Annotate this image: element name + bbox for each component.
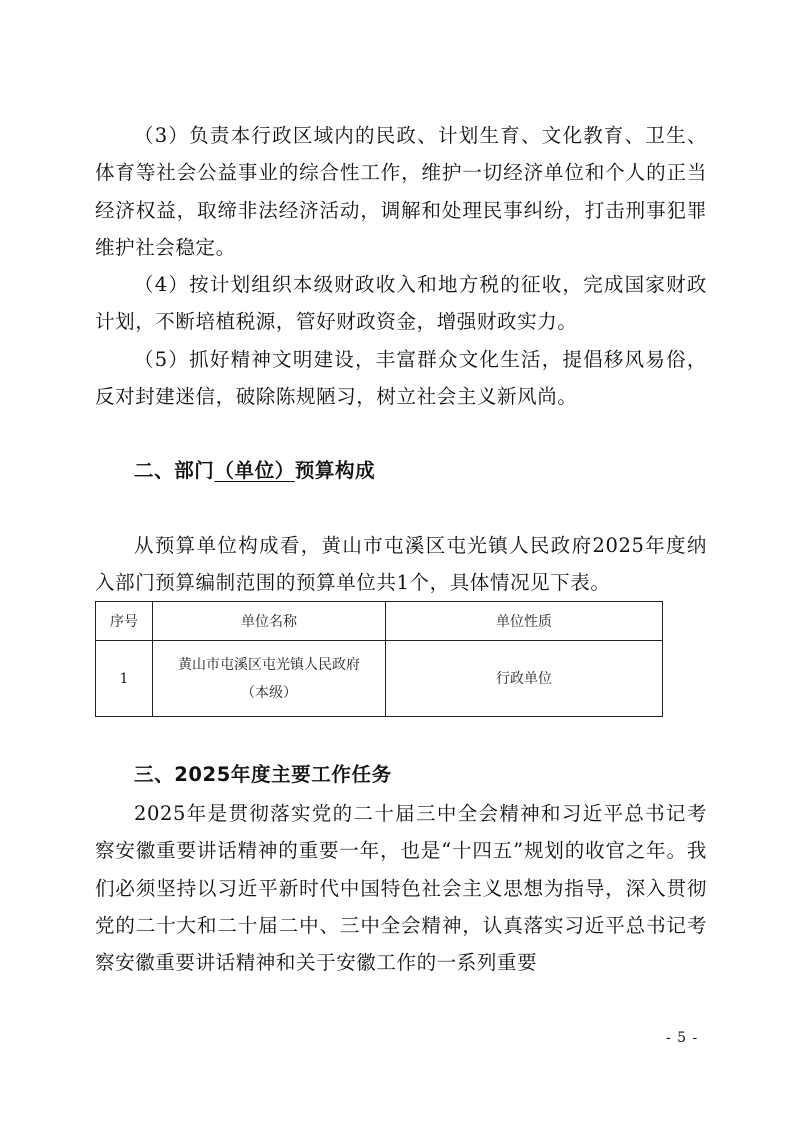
section-2-heading-prefix: 二、部门 <box>134 459 215 482</box>
cell-unit-name <box>153 641 386 717</box>
section-2-heading-underlined: （单位） <box>214 459 295 482</box>
section-3-heading: 三、2025年度主要工作任务 <box>134 763 392 786</box>
section-2-heading <box>134 456 375 486</box>
duty-paragraph-5: （5）抓好精神文明建设，丰富群众文化生活，提倡移风易俗，反对封建迷信，破除陈规陋习，树立社会主义新风尚。 <box>95 348 707 409</box>
cell-unit-name-line1: 黄山市屯溪区屯光镇人民政府 <box>178 656 360 673</box>
table-row <box>96 641 663 717</box>
header-no: 序号 <box>96 602 153 641</box>
header-unit-nature: 单位性质 <box>386 602 663 641</box>
duty-paragraph-4: （4）按计划组织本级财政收入和地方税的征收，完成国家财政计划，不断培植税源，管好财政资金，增强财政实力。 <box>95 273 707 334</box>
duty-paragraph-3: （3）负责本行政区域内的民政、计划生育、文化教育、卫生、体育等社会公益事业的综合性工作，维护一切经济单位和个人的正当经济权益，取缔非法经济活动，调解和处理民事纠纷，打击刑事犯罪维护社会稳定。 <box>95 124 707 259</box>
budget-units-table <box>95 601 663 717</box>
header-unit-name: 单位名称 <box>153 602 386 641</box>
cell-no: 1 <box>96 641 153 717</box>
table-header-row <box>96 602 663 641</box>
section-3-body: 2025年是贯彻落实党的二十届三中全会精神和习近平总书记考察安徽重要讲话精神的重要一年，也是“十四五”规划的收官之年。我们必须坚持以习近平新时代中国特色社会主义思想为指导，深入贯彻党的二十大和二十届二中、三中全会精神，认真落实习近平总书记考察安徽重要讲话精神和关于安徽工作的一系列重要 <box>95 802 707 975</box>
cell-unit-nature: 行政单位 <box>386 641 663 717</box>
section-2-heading-suffix: 预算构成 <box>294 459 376 482</box>
page-number: - 5 - <box>666 1030 699 1046</box>
section-2-intro: 从预算单位构成看，黄山市屯溪区屯光镇人民政府2025年度纳入部门预算编制范围的预算单位共1个，具体情况见下表。 <box>95 534 707 595</box>
cell-unit-name-line2: （本级） <box>241 684 297 701</box>
